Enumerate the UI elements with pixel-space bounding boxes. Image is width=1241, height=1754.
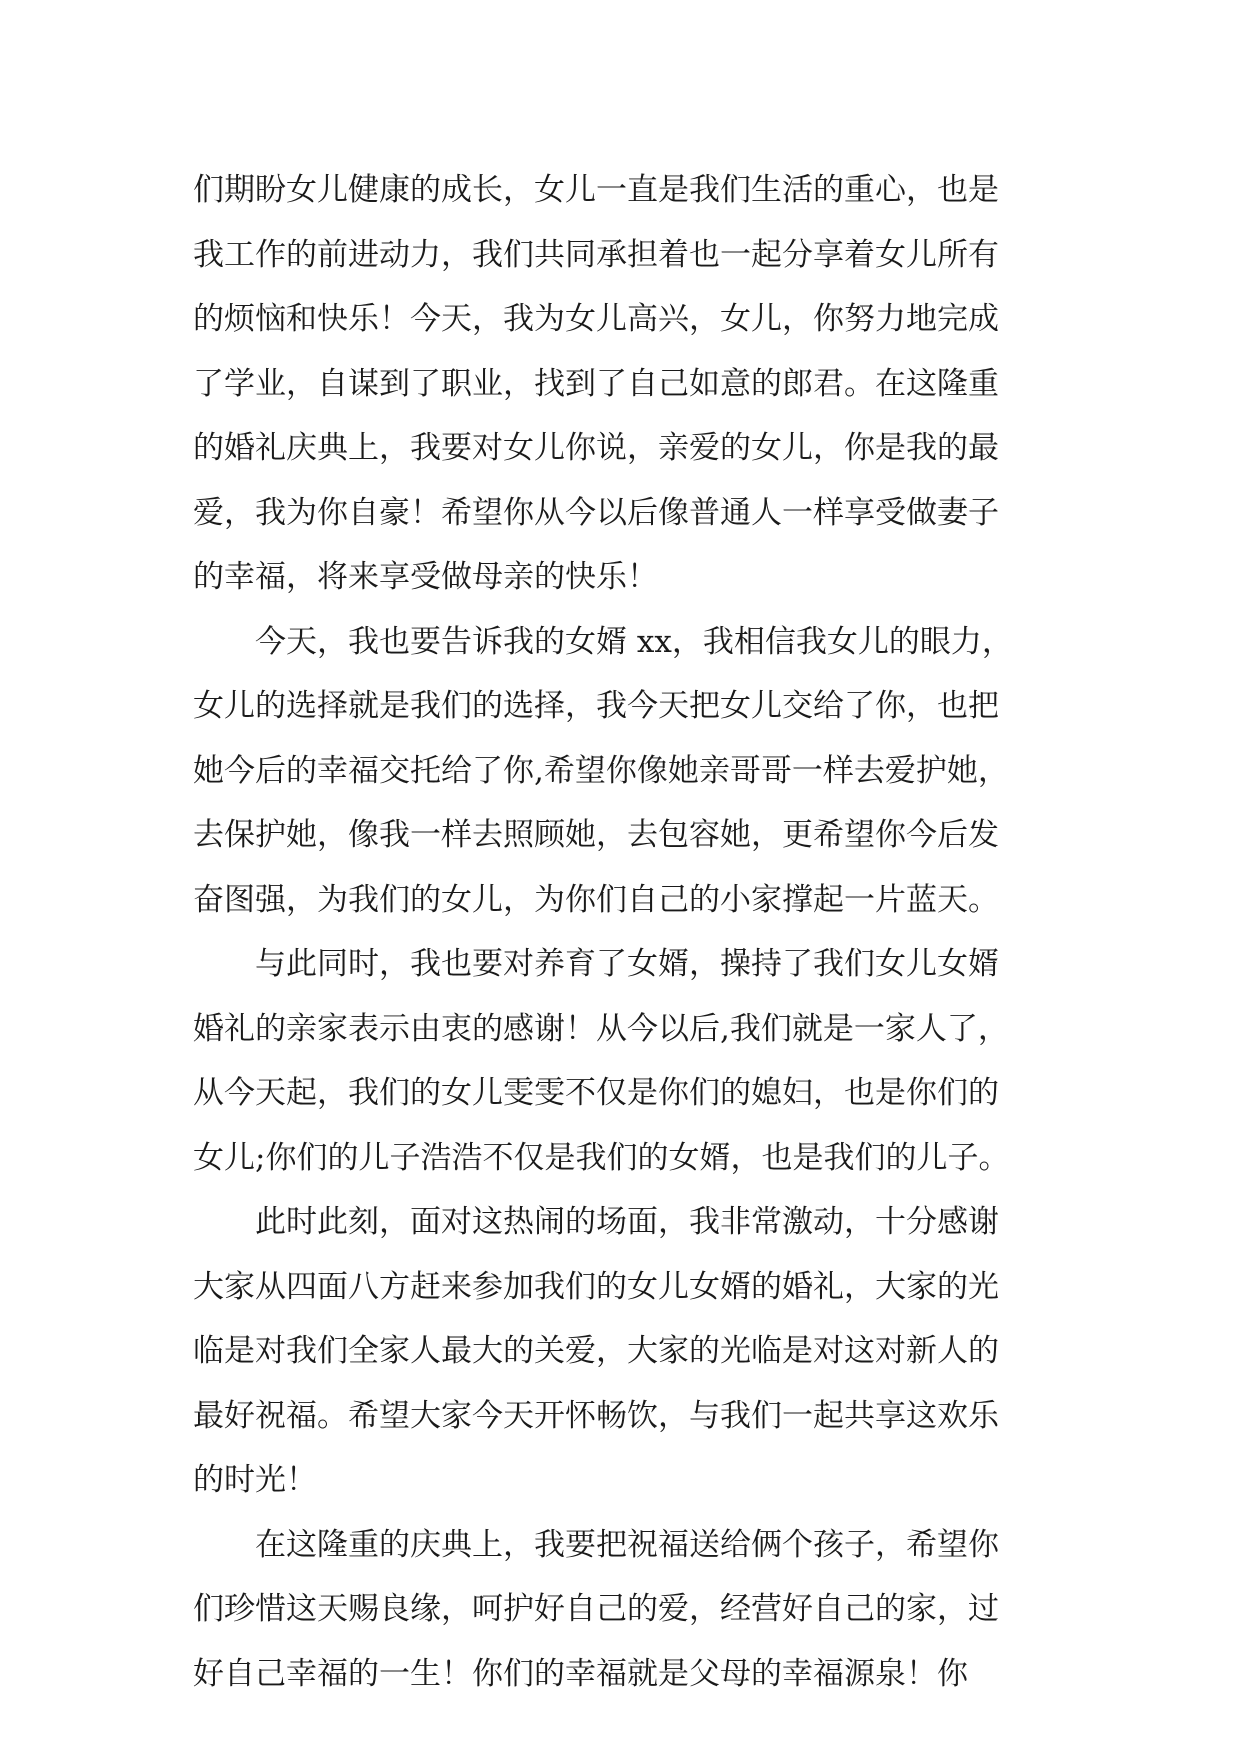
text-line: 今天，我也要告诉我的女婿 xx，我相信我女儿的眼力， [193,623,1013,660]
text-line: 最好祝福。希望大家今天开怀畅饮，与我们一起共享这欢乐 [193,1397,999,1434]
document-body [193,158,1093,1706]
text-line: 的婚礼庆典上，我要对女儿你说，亲爱的女儿，你是我的最 [193,430,999,466]
text-line: 女儿;你们的儿子浩浩不仅是我们的女婿，也是我们的儿子。 [193,1139,1010,1176]
text-line: 从今天起，我们的女儿雯雯不仅是你们的媳妇，也是你们的 [193,1075,999,1111]
text-line: 她今后的幸福交托给了你,希望你像她亲哥哥一样去爱护她， [193,752,1009,789]
text-line: 我工作的前进动力，我们共同承担着也一起分享着女儿所有 [193,236,999,273]
text-line: 婚礼的亲家表示由衷的感谢！从今以后,我们就是一家人了， [193,1010,1009,1047]
text-line: 临是对我们全家人最大的关爱，大家的光临是对这对新人的 [193,1333,999,1369]
text-line: 们珍惜这天赐良缘，呵护好自己的爱，经营好自己的家，过 [193,1591,999,1627]
text-line: 的时光！ [193,1462,317,1498]
text-line: 了学业，自谋到了职业，找到了自己如意的郎君。在这隆重 [193,365,999,402]
text-line: 此时此刻，面对这热闹的场面，我非常激动，十分感谢 [193,1204,999,1240]
text-line: 的幸福，将来享受做母亲的快乐！ [193,559,658,595]
text-line: 的烦恼和快乐！今天，我为女儿高兴，女儿，你努力地完成 [193,301,999,337]
text-line: 在这隆重的庆典上，我要把祝福送给俩个孩子，希望你 [193,1526,999,1563]
text-line: 爱，我为你自豪！希望你从今以后像普通人一样享受做妻子 [193,494,999,531]
text-line: 去保护她，像我一样去照顾她，去包容她，更希望你今后发 [193,817,999,853]
text-line: 奋图强，为我们的女儿，为你们自己的小家撑起一片蓝天。 [193,881,999,918]
text-line: 女儿的选择就是我们的选择，我今天把女儿交给了你，也把 [193,688,999,724]
text-line: 与此同时，我也要对养育了女婿，操持了我们女儿女婿 [193,946,999,982]
text-line: 好自己幸福的一生！你们的幸福就是父母的幸福源泉！你 [193,1655,968,1692]
text-line: 们期盼女儿健康的成长，女儿一直是我们生活的重心，也是 [193,172,999,208]
text-line: 大家从四面八方赶来参加我们的女儿女婿的婚礼，大家的光 [193,1268,999,1305]
